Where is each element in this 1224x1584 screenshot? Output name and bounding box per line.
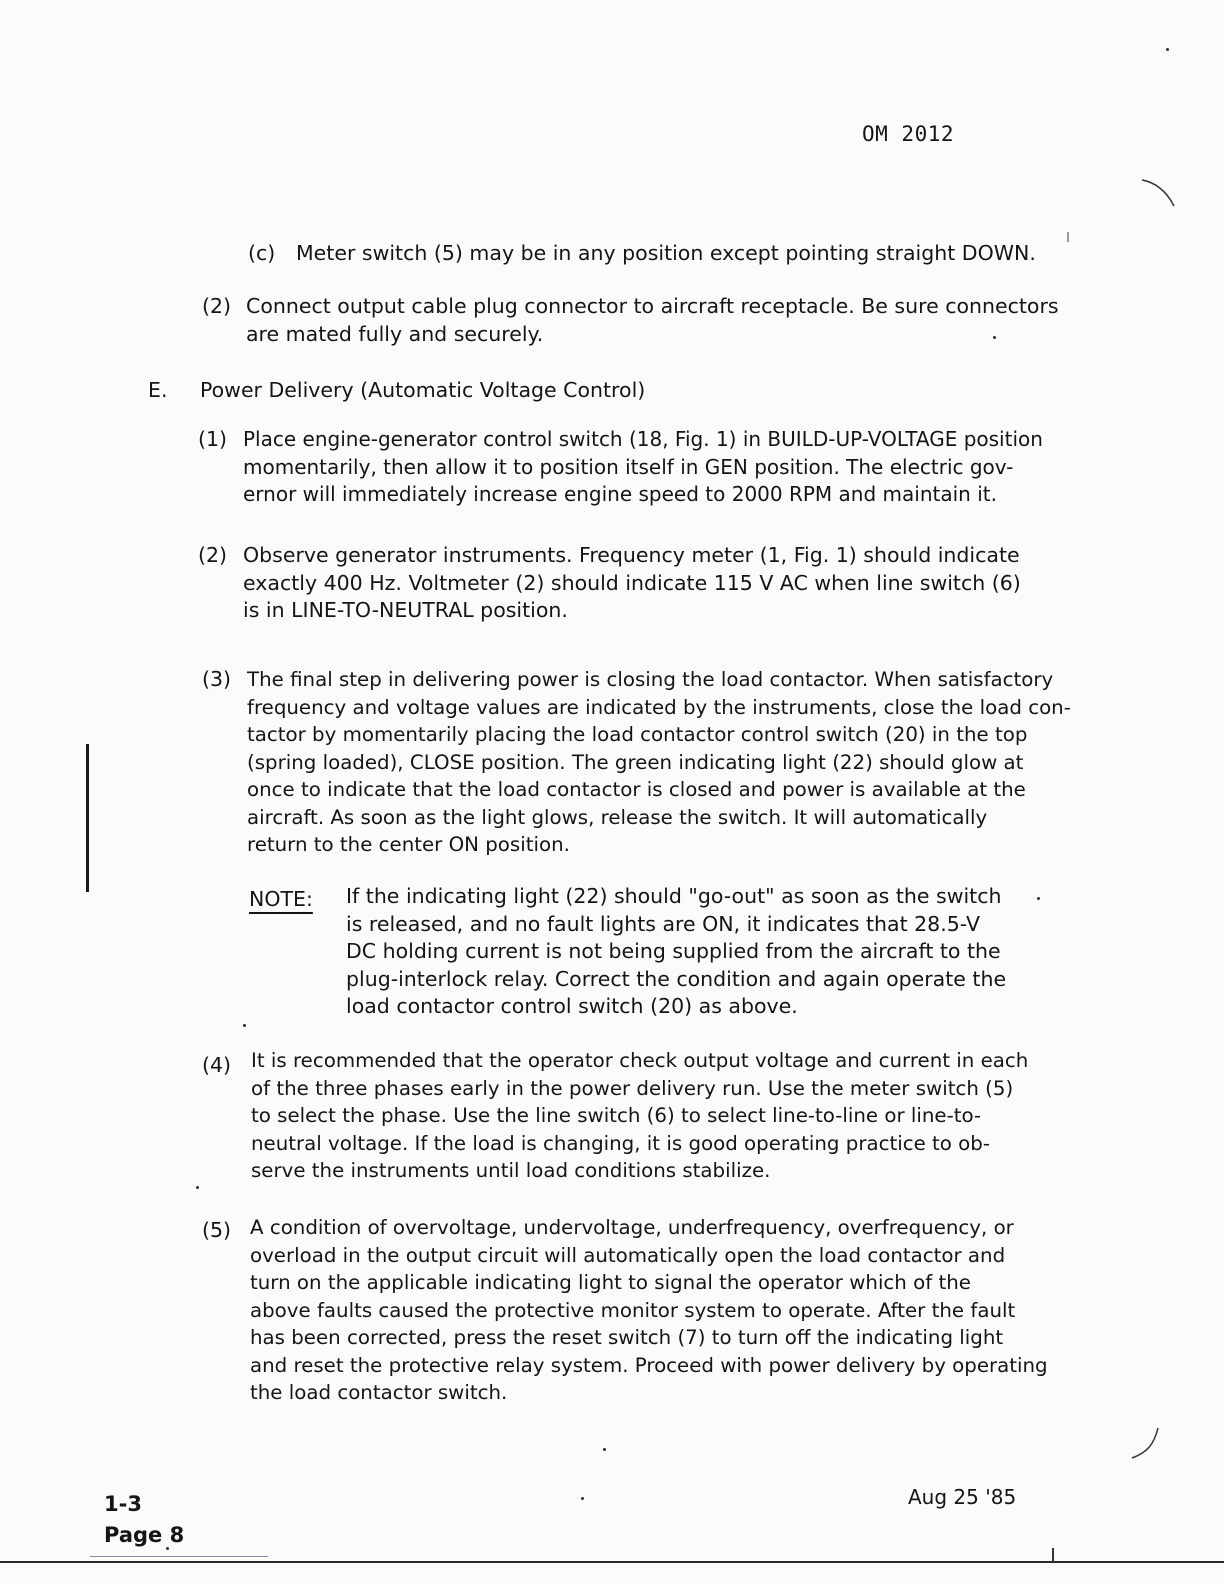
item-c-text: [296, 240, 1036, 268]
step-5-line: A condition of overvoltage, undervoltage, underfrequency, overfrequency, or: [250, 1216, 1014, 1239]
item-connect-line: are mated fully and securely.: [246, 321, 544, 346]
step-1-line: ernor will immediately increase engine speed to 2000 RPM and maintain it.: [243, 482, 997, 506]
scan-speck: [993, 336, 996, 339]
revision-date: Aug 25 '85: [908, 1485, 1017, 1509]
change-bar: [86, 744, 89, 892]
step-1-label: (1): [198, 427, 228, 451]
step-1-text: [243, 426, 1043, 509]
note-label: NOTE:: [249, 887, 313, 911]
step-2-line: is in LINE-TO-NEUTRAL position.: [243, 598, 568, 622]
page-bottom-edge: [0, 1561, 1224, 1563]
step-5-line: above faults caused the protective monitor system to operate. After the fault: [250, 1298, 1016, 1322]
scan-speck: [603, 1448, 606, 1451]
section-title: Power Delivery (Automatic Voltage Control): [200, 378, 646, 402]
step-3-label: (3): [202, 667, 232, 691]
scan-speck: [581, 1497, 584, 1500]
step-3-text: [247, 666, 1071, 859]
step-5-line: turn on the applicable indicating light to signal the operator which of the: [250, 1271, 971, 1294]
note-line: is released, and no fault lights are ON, it indicates that 28.5-V: [346, 911, 980, 936]
step-3-line: frequency and voltage values are indicated by the instruments, close the load con-: [247, 695, 1071, 719]
step-3-line: The final step in delivering power is closing the load contactor. When satisfactory: [247, 668, 1054, 691]
item-connect-text: [246, 293, 1059, 348]
step-2-line: Observe generator instruments. Frequency meter (1, Fig. 1) should indicate: [243, 543, 1020, 567]
page-number: Page 8: [104, 1523, 185, 1547]
note-line: If the indicating light (22) should "go-out" as soon as the switch: [346, 884, 1002, 908]
item-connect-label: (2): [202, 294, 232, 318]
step-5-line: overload in the output circuit will automatically open the load contactor and: [250, 1243, 1006, 1267]
item-connect-line: Connect output cable plug connector to aircraft receptacle. Be sure connectors: [246, 294, 1059, 318]
step-4-line: serve the instruments until load conditions stabilize.: [251, 1159, 771, 1182]
step-3-line: (spring loaded), CLOSE position. The green indicating light (22) should glow at: [247, 750, 1024, 774]
document-code: OM 2012: [862, 122, 955, 146]
note-text: [346, 883, 1006, 1021]
scan-speck: [1052, 1548, 1054, 1562]
scan-speck: [1067, 232, 1069, 242]
item-c-label: (c): [248, 241, 276, 265]
step-4-line: to select the phase. Use the line switch (6) to select line-to-line or line-to-: [251, 1104, 982, 1127]
item-c-line: Meter switch (5) may be in any position except pointing straight DOWN.: [296, 241, 1036, 265]
scan-speck: [1166, 48, 1169, 51]
step-4-line: neutral voltage. If the load is changing, it is good operating practice to ob-: [251, 1131, 990, 1155]
step-5-text: [250, 1214, 1048, 1407]
step-4-line: It is recommended that the operator check output voltage and current in each: [251, 1049, 1029, 1072]
scan-speck: [243, 1024, 246, 1027]
step-2-line: exactly 400 Hz. Voltmeter (2) should indicate 115 V AC when line switch (6): [243, 570, 1021, 595]
step-5-label: (5): [202, 1218, 232, 1242]
scan-speck: [1037, 897, 1040, 900]
step-5-line: has been corrected, press the reset switch (7) to turn off the indicating light: [250, 1326, 1004, 1349]
scan-mark: [1140, 176, 1180, 216]
scan-speck: [166, 1547, 169, 1550]
step-1-line: Place engine-generator control switch (18, Fig. 1) in BUILD-UP-VOLTAGE position: [243, 427, 1043, 451]
section-number: 1-3: [104, 1492, 142, 1516]
step-3-line: aircraft. As soon as the light glows, release the switch. It will automatically: [247, 805, 988, 829]
note-line: DC holding current is not being supplied from the aircraft to the: [346, 939, 1001, 963]
scan-mark: [1128, 1426, 1168, 1466]
section-letter: E.: [148, 378, 168, 402]
note-line: load contactor control switch (20) as above.: [346, 994, 798, 1018]
step-1-line: momentarily, then allow it to position itself in GEN position. The electric gov-: [243, 454, 1014, 479]
step-2-label: (2): [198, 543, 228, 567]
step-3-line: return to the center ON position.: [247, 833, 570, 856]
step-3-line: tactor by momentarily placing the load contactor control switch (20) in the top: [247, 723, 1028, 746]
note-line: plug-interlock relay. Correct the condition and again operate the: [346, 966, 1007, 991]
step-5-line: and reset the protective relay system. Proceed with power delivery by operating: [250, 1353, 1048, 1377]
step-2-text: [243, 542, 1021, 625]
step-4-label: (4): [202, 1053, 232, 1077]
scan-speck: [196, 1186, 199, 1189]
step-4-line: of the three phases early in the power delivery run. Use the meter switch (5): [251, 1076, 1014, 1100]
step-3-line: once to indicate that the load contactor is closed and power is available at the: [247, 778, 1026, 801]
step-5-line: the load contactor switch.: [250, 1381, 508, 1404]
step-4-text: [251, 1047, 1028, 1185]
scan-artifact-line: [90, 1556, 268, 1557]
